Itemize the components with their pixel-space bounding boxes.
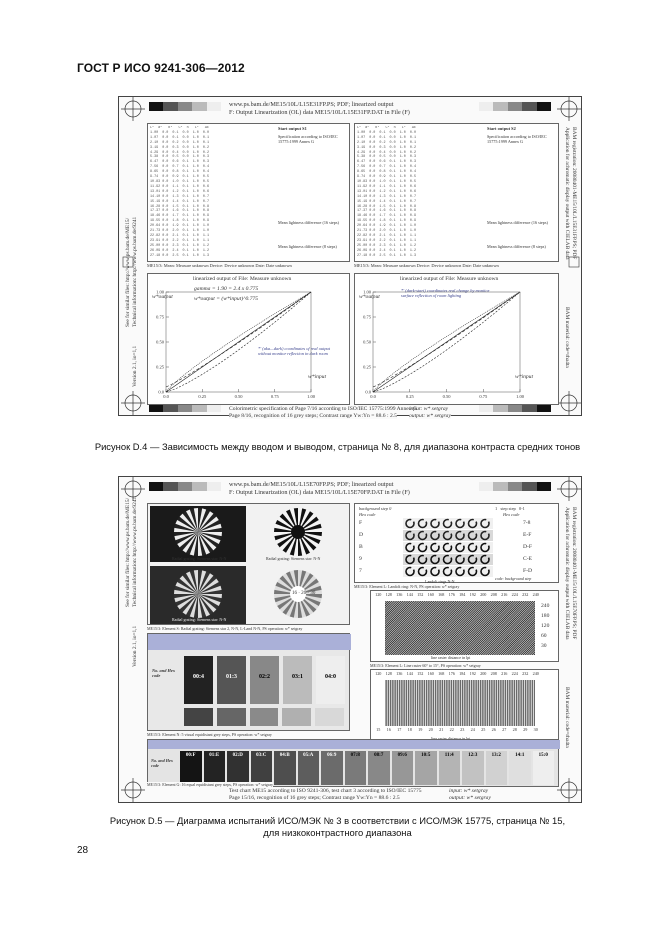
ring-row-label: D xyxy=(359,532,364,538)
raster-number: 152 xyxy=(417,592,424,597)
line-raster-panel-2 xyxy=(370,669,559,745)
figure-d4 xyxy=(118,96,582,419)
chart-left xyxy=(147,273,350,405)
chart-right-title: linearized output of File: Measure unknown xyxy=(400,276,499,282)
ring-row-label: 9 xyxy=(359,556,362,562)
radial-label-4: 16 · 26 · 30 xyxy=(292,591,316,596)
side-text-left-2: Technical information: http://www.ps.bam.de/9241 xyxy=(132,216,138,327)
grey-step-16-code: 04:B xyxy=(279,753,290,758)
curve-offset xyxy=(166,292,311,387)
siemens-stars xyxy=(148,504,351,626)
raster-y-value: 60 xyxy=(541,633,547,639)
raster-number: 152 xyxy=(417,671,424,676)
footer-line2: Page 8/16, recognition of 16 grey steps; Contrast range Yw:Yn = 88.6 : 2.5 xyxy=(229,413,397,419)
ring-row-label: F xyxy=(359,520,363,526)
background-step: background step 0 xyxy=(359,506,392,511)
siemens-star-1 xyxy=(174,508,222,556)
raster-number: 15 xyxy=(376,727,381,732)
grey-step-16-code: 15:0 xyxy=(538,753,548,758)
raster-number: 22 xyxy=(449,727,454,732)
grey-steps-5-panel xyxy=(147,633,350,731)
raster-number: 232 xyxy=(522,592,529,597)
raster-number: 168 xyxy=(438,592,445,597)
raster-number: 28 xyxy=(512,727,517,732)
y-tick-label: 0.50 xyxy=(156,339,164,345)
chart-left-axis-input: w*input xyxy=(308,374,327,380)
grey-step-code: 00:4 xyxy=(193,674,204,680)
raster-y-value: 240 xyxy=(541,603,550,609)
chart-left-gamma: gamma = 1.90 = 2.4 x 0.775 xyxy=(194,286,259,292)
grey-steps-16-band xyxy=(148,740,560,749)
d5-footer-output: output: w* setgray xyxy=(449,795,491,801)
document-header: ГОСТ Р ИСО 9241-306—2012 xyxy=(77,61,245,75)
y-tick-label: 0.0 xyxy=(365,389,371,395)
table-right-spec: Specification according to ISO/IEC 15775:1999 Annex G xyxy=(487,134,547,144)
ring-step-label: 7-8 xyxy=(523,520,531,526)
chart-right-plot xyxy=(355,274,560,406)
side-text-right-3: BAM material: code=rha4ta xyxy=(564,307,570,368)
raster-number: 27 xyxy=(502,727,507,732)
raster-number: 23 xyxy=(460,727,465,732)
table-left-rows: L* a* b* C* h L* ΔE 1.00 0.0 0.1 0.0 1.0 0.0 1.07 0.0 0.1 0.0 1.0 0.1 2.10 0.0 0.2 0.0 1.0 0.1 3.19 0.0 0.3 0.0 1.0 0.2 4.29 0.0 0.4 0.0 1.0 0.2 5.38 0.0 0.5 0.0 1.0 0.3 6.47 0.0 0.6 0.1 1.0 0.3 7.56 0.0 0.7 0.1 1.0 0.4 8.65 0.0 0.8 0.1 1.0 0.4 9.74 0.0 0.9 0.1 1.0 0.5 10.83 0.0 1.0 0.1 1.0 0.5 11.92 0.0 1.1 0.1 1.0 0.6 13.01 0.0 1.2 0.1 1.0 0.6 14.10 0.0 1.3 0.1 1.0 0.7 15.19 0.0 1.4 0.1 1.0 0.7 16.28 0.0 1.5 0.1 1.0 0.8 17.37 0.0 1.6 0.1 1.0 0.8 18.46 0.0 1.7 0.1 1.0 0.9 19.55 0.0 1.8 0.1 1.0 0.9 20.64 0.0 1.9 0.1 1.0 1.0 21.73 0.0 2.0 0.1 1.0 1.0 22.82 0.0 2.1 0.1 1.0 1.1 23.91 0.0 2.2 0.1 1.0 1.1 25.00 0.0 2.3 0.1 1.0 1.2 26.09 0.0 2.4 0.1 1.0 1.2 27.18 0.0 2.5 0.1 1.0 1.3 xyxy=(150,126,210,258)
under-lines: ME15/3: Element L: Line raster 60° to 15°, PS operation: w* setgray xyxy=(370,663,481,668)
grey-step xyxy=(217,656,246,704)
line-raster-vertical xyxy=(385,680,535,726)
table-right-rows: L* a* b* C* h L* ΔE 1.00 0.0 0.1 0.0 1.0 0.0 1.07 0.0 0.1 0.0 1.0 0.1 2.10 0.0 0.2 0.0 1.0 0.1 3.19 0.0 0.3 0.0 1.0 0.2 4.29 0.0 0.4 0.0 1.0 0.2 5.38 0.0 0.5 0.0 1.0 0.3 6.47 0.0 0.6 0.1 1.0 0.3 7.56 0.0 0.7 0.1 1.0 0.4 8.65 0.0 0.8 0.1 1.0 0.4 9.74 0.0 0.9 0.1 1.0 0.5 10.83 0.0 1.0 0.1 1.0 0.5 11.92 0.0 1.1 0.1 1.0 0.6 13.01 0.0 1.2 0.1 1.0 0.6 14.10 0.0 1.3 0.1 1.0 0.7 15.19 0.0 1.4 0.1 1.0 0.7 16.28 0.0 1.5 0.1 1.0 0.8 17.37 0.0 1.6 0.1 1.0 0.8 18.46 0.0 1.7 0.1 1.0 0.9 19.55 0.0 1.8 0.1 1.0 0.9 20.64 0.0 1.9 0.1 1.0 1.0 21.73 0.0 2.0 0.1 1.0 1.0 22.82 0.0 2.1 0.1 1.0 1.1 23.91 0.0 2.2 0.1 1.0 1.1 25.00 0.0 2.3 0.1 1.0 1.2 26.09 0.0 2.4 0.1 1.0 1.2 27.18 0.0 2.5 0.1 1.0 1.3 xyxy=(357,126,417,258)
ring-right-top: 1 step step 0-1 xyxy=(495,506,525,511)
grey-steps-5 xyxy=(184,656,345,704)
curve-linear xyxy=(373,292,520,392)
raster-y-value: 180 xyxy=(541,613,550,619)
d5-footer-line1: Test chart ME15 according to ISO 9241-306, test chart 3 according to ISO/IEC 15775 xyxy=(229,788,422,794)
hex-code-label: Hex code xyxy=(359,512,376,517)
table-right-mean: Mean lightness difference (16 steps) xyxy=(487,220,548,225)
y-tick-label: 0.50 xyxy=(363,339,371,345)
raster-number: 208 xyxy=(490,592,497,597)
grey-step-16-code: 12:3 xyxy=(468,753,478,758)
ring-step-labels xyxy=(523,520,532,580)
caption-d5-line2: для низкоконтрастного диапазона xyxy=(263,827,412,838)
grey-step-code: 01:3 xyxy=(226,674,237,680)
figure-d5-title-line2: F: Output Linearization (OL) data ME15/10L/L15E70FP.DAT in File (F) xyxy=(229,489,410,496)
grey-step-16 xyxy=(415,751,437,785)
raster-number: 26 xyxy=(491,727,496,732)
raster-number: 25 xyxy=(481,727,486,732)
curve-offset xyxy=(373,292,520,387)
raster-number: 192 xyxy=(469,592,476,597)
raster-number: 224 xyxy=(511,671,518,676)
grey-step-16-code: 10:5 xyxy=(421,753,431,758)
raster-y-value: 120 xyxy=(541,623,550,629)
grey-step-16 xyxy=(533,751,555,785)
x-tick-label: 1.00 xyxy=(307,394,315,399)
raster-number: 240 xyxy=(532,671,539,676)
raster-number: 120 xyxy=(375,592,382,597)
caption-d5-line1: Рисунок D.5 — Диаграмма испытаний ИСО/МЭК № 3 в соответствии с ИСО/МЭК 15775, страница № 15, xyxy=(109,815,566,826)
grey-row-label-16: No. and Hex code xyxy=(151,758,173,768)
grey-step-16-code: 09:6 xyxy=(397,753,407,758)
raster-number: 168 xyxy=(438,671,445,676)
side-text-left-1: See for similar files: http://www.ps.bam.de/ME15/ xyxy=(125,217,131,327)
raster-number: 208 xyxy=(490,671,497,676)
landolt-caption: Landolt rings N-N xyxy=(425,579,455,584)
d5-footer-line2: Page 15/16, recognition of 16 grey steps; Contrast range Yw:Yn = 88.6 : 2.5 xyxy=(229,795,400,801)
grey-step-16-code: 07:8 xyxy=(350,753,360,758)
line-raster-top-numbers xyxy=(373,592,541,597)
grey-scale-right-d5 xyxy=(479,482,551,491)
chart-right-axis-output: w*output xyxy=(359,294,380,300)
grey-row-label: No. and Hex code xyxy=(152,668,176,678)
raster-number: 144 xyxy=(406,592,413,597)
d5-side-text-left-1: See for similar files: http://www.ps.bam.de/ME15/ xyxy=(125,497,131,607)
curve-linear xyxy=(166,292,311,392)
under-radial: ME15/3: Element S: Radial grating: Siemens star 2, N-N, L-Land N-N, PS operation: w* setgray xyxy=(147,626,303,631)
x-tick-label: 0.50 xyxy=(442,394,451,399)
d5-side-text-left-3: Version 2.1, io=1,1 xyxy=(132,625,138,667)
line-raster-top-numbers-2 xyxy=(373,671,541,676)
figure-title-line2: F: Output Linearization (OL) data ME15/10L/L15E31FP.DAT in File (F) xyxy=(229,109,410,116)
ring-bottom: code: background step xyxy=(495,576,532,581)
raster-number: 16 xyxy=(386,727,391,732)
line-raster-diagonal xyxy=(385,601,535,655)
side-text-right-1: BAM registration: 20080401-ME15/10L/L15E31FP.PS; PDF xyxy=(571,127,577,260)
grey-step-16-code: 14:1 xyxy=(515,753,525,758)
figure-title-line1: www.ps.bam.de/ME15/10L/L15E31FP.PS; PDF; linearized output xyxy=(229,101,394,108)
line-raster-y-values xyxy=(541,603,549,653)
radial-label-1: Radial grating: Siemens star: N-N xyxy=(172,556,227,561)
x-tick-label: 0.75 xyxy=(479,394,488,399)
grey-step-16 xyxy=(392,751,414,785)
d5-footer-input: input: w* setgray xyxy=(449,788,489,794)
grey-step-16 xyxy=(274,751,296,785)
grey-step xyxy=(184,656,213,704)
grey-step-code: 04:0 xyxy=(325,674,336,680)
ring-right-hex: Hex code xyxy=(503,512,520,517)
under-table-left: ME15/3: Mean: Measure unknown Device: Device unknown Date: Date unknown xyxy=(147,263,292,268)
chart-right-axis-input: w*input xyxy=(515,374,534,380)
side-text-left-3: Version 2.1, io=1,1 xyxy=(132,345,138,387)
raster-number: 136 xyxy=(396,671,403,676)
raster-number: 232 xyxy=(522,671,529,676)
d5-side-text-right-3: BAM material: code=rha4ta xyxy=(564,687,570,748)
grey-step-16 xyxy=(368,751,390,785)
under-table-right: ME15/3: Mean: Measure unknown Device: Device unknown Date: Date unknown xyxy=(354,263,499,268)
star-center xyxy=(291,525,305,539)
under-bottom: ME15/3: Element G: 16 equal equidistant grey steps, PS operation: w* setgray xyxy=(147,782,273,787)
raster-number: 128 xyxy=(385,592,392,597)
siemens-star-3 xyxy=(174,570,222,618)
grey-step-16 xyxy=(462,751,484,785)
grey-step-16 xyxy=(227,751,249,785)
x-tick-label: 0.50 xyxy=(234,394,243,399)
y-tick-label: 1.00 xyxy=(363,289,371,295)
grey-scale-left xyxy=(149,102,221,111)
line-raster-panel-1 xyxy=(370,590,559,662)
raster-number: 29 xyxy=(523,727,528,732)
y-tick-label: 0.25 xyxy=(363,364,371,370)
grey-step-16 xyxy=(298,751,320,785)
grey-step-16-code: 11:4 xyxy=(444,753,454,758)
grey-step xyxy=(316,656,345,704)
raster-number: 21 xyxy=(439,727,444,732)
under-rings: ME15/3: Element L: Landolt ring: N-N, PS operation: w* setgray xyxy=(354,584,460,589)
ring-row-labels xyxy=(359,520,363,580)
raster-number: 192 xyxy=(469,671,476,676)
table-right-header: Start output S2 xyxy=(487,126,516,131)
grey-step-16 xyxy=(204,751,226,785)
grey-step-16-code: 00:F xyxy=(185,753,196,758)
grey-step-16-code: 13:2 xyxy=(491,753,501,758)
x-tick-label: 1.00 xyxy=(516,394,524,399)
footer-line1: Colorimetric specification of Page 7/16 according to ISO/IEC 15775:1999 Annex G xyxy=(229,406,417,412)
raster-number: 184 xyxy=(459,592,466,597)
radial-label-2: Radial grating: Siemens star: N-N xyxy=(266,556,321,561)
grey-scale-left-d5 xyxy=(149,482,221,491)
page-number: 28 xyxy=(77,845,89,856)
raster-number: 18 xyxy=(407,727,412,732)
grey-steps-16 xyxy=(180,751,554,785)
ring-step-label: F-D xyxy=(523,568,533,574)
chart-right-legend: *' (dark-start) coordinates real change by monitor surface reflection of room lighting xyxy=(401,288,490,299)
raster-number: 200 xyxy=(480,592,487,597)
grey-step-16 xyxy=(509,751,531,785)
grey-step-16 xyxy=(180,751,202,785)
ring-step-label: C-E xyxy=(523,556,533,562)
y-tick-label: 0.25 xyxy=(156,364,164,370)
chart-right xyxy=(354,273,559,405)
raster-number: 128 xyxy=(385,671,392,676)
grey-step-16 xyxy=(486,751,508,785)
raster-number: 20 xyxy=(428,727,433,732)
radial-gratings-panel xyxy=(147,503,350,625)
raster-number: 136 xyxy=(396,592,403,597)
raster-number: 120 xyxy=(375,671,382,676)
table-left-spec: Specification according to ISO/IEC 15775:1999 Annex G xyxy=(278,134,338,144)
data-table-left xyxy=(147,123,350,262)
grey-step-16-code: 02:D xyxy=(232,753,243,758)
table-left-mean: Mean lightness difference (16 steps) xyxy=(278,220,339,225)
x-tick-label: 0.0 xyxy=(163,394,169,399)
grey-step-16-code: 03:C xyxy=(256,753,267,758)
grey-step-16-code: 05:A xyxy=(303,753,314,758)
ring-row-label: B xyxy=(359,544,363,550)
line-raster-caption-1: line raster distance in lpi xyxy=(431,655,471,660)
y-tick-label: 0.75 xyxy=(156,314,164,320)
chart-left-legend: *' (aka—dark) coordinates of real output without monitor reflection in dark room xyxy=(258,346,330,357)
raster-number: 24 xyxy=(470,727,475,732)
x-tick-label: 0.25 xyxy=(198,394,207,399)
grey-step-16-code: 06:9 xyxy=(327,753,337,758)
grey-step-16 xyxy=(321,751,343,785)
raster-number: 224 xyxy=(511,592,518,597)
under-grey: ME15/3: Element N: 5 visual equidistant grey steps, PS operation: w* setgray xyxy=(147,732,272,737)
grey-step xyxy=(250,656,279,704)
grey-step-code: 02:2 xyxy=(259,674,270,680)
ring-step-label: E-F xyxy=(523,532,532,538)
x-tick-label: 0.25 xyxy=(405,394,414,399)
figure-d5-title-line1: www.ps.bam.de/ME15/10L/L15E70FP.PS; PDF; linearized output xyxy=(229,481,394,488)
raster-number: 184 xyxy=(459,671,466,676)
grey-step-16 xyxy=(439,751,461,785)
table-left-header: Start output S1 xyxy=(278,126,307,131)
raster-number: 216 xyxy=(501,671,508,676)
footer-input: input: w* setgray xyxy=(409,406,449,412)
grey-scale-right xyxy=(479,102,551,111)
grey-steps-5-swatches xyxy=(184,708,344,726)
d5-side-text-right-1: BAM registration: 20080401-ME15/10L/L15E70FP.PS; PDF xyxy=(571,507,577,640)
grey-step-code: 03:1 xyxy=(292,674,303,680)
caption-d4: Рисунок D.4 — Зависимость между вводом и выводом, страница № 8, для диапазона контраста средних тонов xyxy=(94,441,581,452)
raster-number: 144 xyxy=(406,671,413,676)
raster-number: 30 xyxy=(533,727,538,732)
chart-left-axis-output: w*output xyxy=(152,294,173,300)
raster-number: 216 xyxy=(501,592,508,597)
d5-side-text-left-2: Technical information: http://www.ps.bam.de/9241 xyxy=(132,496,138,607)
chart-left-title: linearized output of File: Measure unknown xyxy=(193,276,292,282)
footer-output: output: w* setgray xyxy=(409,413,451,419)
ring-step-label: D-F xyxy=(523,544,533,550)
y-tick-label: 0.75 xyxy=(363,314,371,320)
raster-number: 160 xyxy=(427,592,434,597)
raster-number: 19 xyxy=(418,727,423,732)
radial-label-3: Radial grating: Siemens star: N-N xyxy=(172,617,227,622)
raster-number: 240 xyxy=(532,592,539,597)
raster-number: 176 xyxy=(448,671,455,676)
y-tick-label: 0.0 xyxy=(158,389,164,395)
caption-d5 xyxy=(60,815,615,839)
y-tick-label: 1.00 xyxy=(156,289,164,295)
table-left-regularity: Mean lightness difference (8 steps) xyxy=(278,244,337,249)
grey-step xyxy=(283,656,312,704)
data-table-right xyxy=(354,123,559,262)
raster-number: 200 xyxy=(480,671,487,676)
line-raster-bottom-numbers xyxy=(373,727,541,732)
grey-steps-16-panel xyxy=(147,739,559,787)
raster-y-value: 30 xyxy=(541,643,547,649)
d5-side-text-right-2: Application for achromatic display output with CIELAB data xyxy=(564,507,570,640)
landolt-rings-panel xyxy=(354,503,559,583)
x-tick-label: 0.0 xyxy=(370,394,376,399)
figure-d5 xyxy=(118,476,582,803)
grey-step-16-code: 08:7 xyxy=(374,753,384,758)
x-tick-label: 0.75 xyxy=(270,394,279,399)
ring-row-label: 7 xyxy=(359,568,362,574)
grey-step-16-code: 01:E xyxy=(209,753,220,758)
raster-number: 17 xyxy=(397,727,402,732)
grey-step-16 xyxy=(345,751,367,785)
chart-left-formula: w*output = (w*input)^0.775 xyxy=(194,296,259,302)
side-text-right-2: Application for achromatic display output with CIELAB data xyxy=(564,127,570,260)
chart-left-plot xyxy=(148,274,351,406)
grey-steps-band xyxy=(148,634,351,650)
table-right-regularity: Mean lightness difference (8 steps) xyxy=(487,244,546,249)
raster-number: 160 xyxy=(427,671,434,676)
landolt-rings xyxy=(403,518,493,580)
raster-number: 176 xyxy=(448,592,455,597)
grey-step-16 xyxy=(251,751,273,785)
